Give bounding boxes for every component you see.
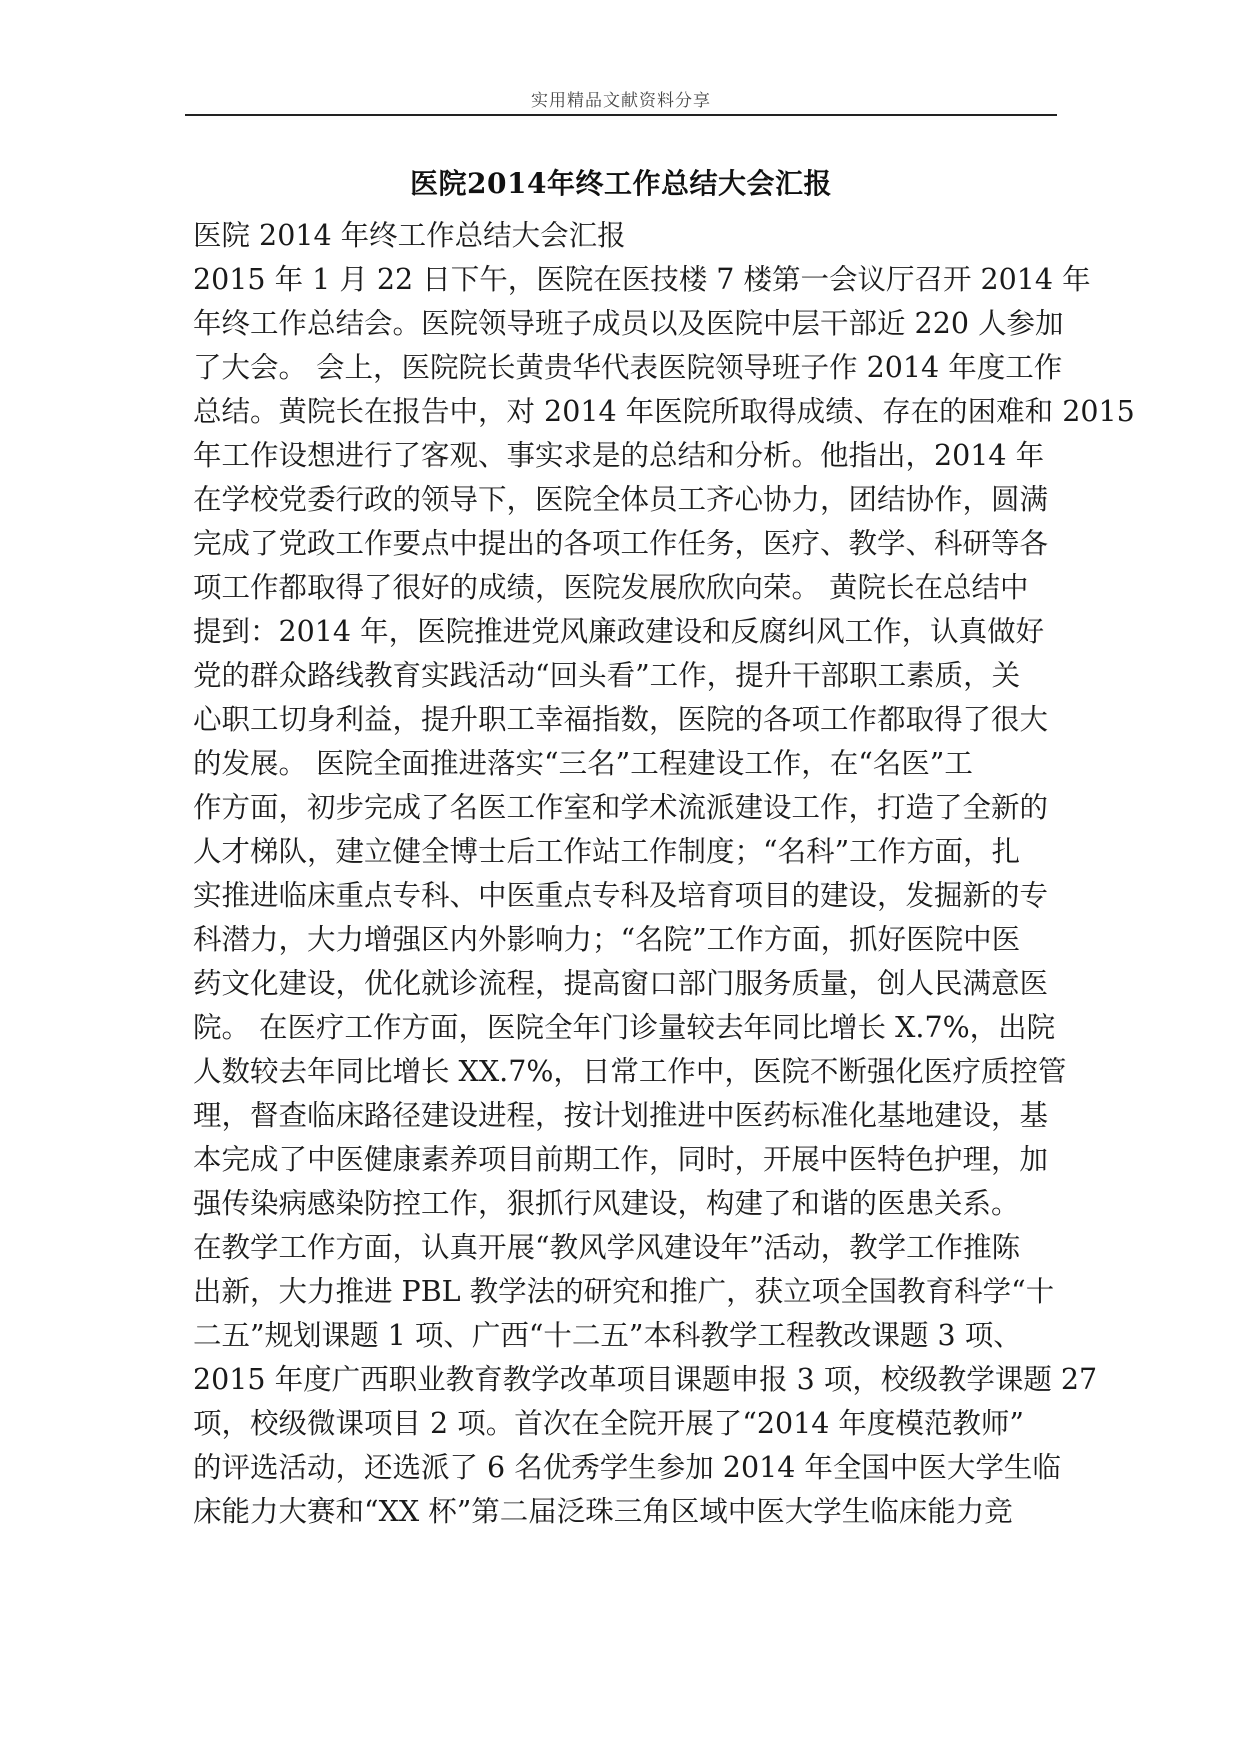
body-text-line: 总结。黄院长在报告中，对 2014 年医院所取得成绩、存在的困难和 2015 <box>193 395 1135 428</box>
body-text-line: 完成了党政工作要点中提出的各项工作任务，医疗、教学、科研等各 <box>193 527 1049 560</box>
body-text-line: 理，督查临床路径建设进程，按计划推进中医药标准化基地建设，基 <box>193 1099 1049 1132</box>
body-text-line: 党的群众路线教育实践活动“回头看”工作，提升干部职工素质，关 <box>193 659 1021 692</box>
body-text-line: 年终工作总结会。医院领导班子成员以及医院中层干部近 220 人参加 <box>193 307 1064 340</box>
body-text-line: 医院 2014 年终工作总结大会汇报 <box>193 219 626 252</box>
body-text-line: 药文化建设，优化就诊流程，提高窗口部门服务质量，创人民满意医 <box>193 967 1049 1000</box>
body-text-line: 作方面，初步完成了名医工作室和学术流派建设工作，打造了全新的 <box>193 791 1049 824</box>
body-text-line: 项，校级微课项目 2 项。首次在全院开展了“2014 年度模范教师” <box>193 1407 1024 1440</box>
body-text-line: 院。 在医疗工作方面，医院全年门诊量较去年同比增长 X.7%，出院 <box>193 1011 1056 1044</box>
body-text-line: 人才梯队，建立健全博士后工作站工作制度；“名科”工作方面，扎 <box>193 835 1021 868</box>
body-text-line: 本完成了中医健康素养项目前期工作，同时，开展中医特色护理，加 <box>193 1143 1049 1176</box>
header-divider <box>185 114 1057 116</box>
document-title: 医院2014年终工作总结大会汇报 <box>410 167 832 200</box>
body-text-line: 提到：2014 年，医院推进党风廉政建设和反腐纠风工作，认真做好 <box>193 615 1045 648</box>
body-text-line: 2015 年度广西职业教育教学改革项目课题申报 3 项，校级教学课题 27 <box>193 1363 1098 1396</box>
body-text-line: 在学校党委行政的领导下，医院全体员工齐心协力，团结协作，圆满 <box>193 483 1049 516</box>
document-body <box>193 214 1135 1534</box>
body-text-line: 人数较去年同比增长 XX.7%，日常工作中，医院不断强化医疗质控管 <box>193 1055 1067 1088</box>
body-text-line: 年工作设想进行了客观、事实求是的总结和分析。他指出，2014 年 <box>193 439 1045 472</box>
body-text-line: 了大会。 会上，医院院长黄贵华代表医院领导班子作 2014 年度工作 <box>193 351 1063 384</box>
body-text-line: 强传染病感染防控工作，狠抓行风建设，构建了和谐的医患关系。 <box>193 1187 1020 1220</box>
body-text-line: 在教学工作方面，认真开展“教风学风建设年”活动，教学工作推陈 <box>193 1231 1021 1264</box>
body-text-line: 实推进临床重点专科、中医重点专科及培育项目的建设，发掘新的专 <box>193 879 1049 912</box>
body-text-line: 出新，大力推进 PBL 教学法的研究和推广，获立项全国教育科学“十 <box>193 1275 1055 1308</box>
body-text-line: 科潜力，大力增强区内外影响力；“名院”工作方面，抓好医院中医 <box>193 923 1021 956</box>
body-text-line: 项工作都取得了很好的成绩，医院发展欣欣向荣。 黄院长在总结中 <box>193 571 1029 604</box>
body-text-line: 的评选活动，还选派了 6 名优秀学生参加 2014 年全国中医大学生临 <box>193 1451 1061 1484</box>
running-header: 实用精品文献资料分享 <box>531 91 711 111</box>
body-text-line: 二五”规划课题 1 项、广西“十二五”本科教学工程教改课题 3 项、 <box>193 1319 1022 1352</box>
body-text-line: 的发展。 医院全面推进落实“三名”工程建设工作，在“名医”工 <box>193 747 973 780</box>
body-text-line: 床能力大赛和“XX 杯”第二届泛珠三角区域中医大学生临床能力竞 <box>193 1495 1013 1528</box>
body-text-line: 心职工切身利益，提升职工幸福指数，医院的各项工作都取得了很大 <box>193 703 1049 736</box>
body-text-line: 2015 年 1 月 22 日下午，医院在医技楼 7 楼第一会议厅召开 2014 年 <box>193 263 1091 296</box>
